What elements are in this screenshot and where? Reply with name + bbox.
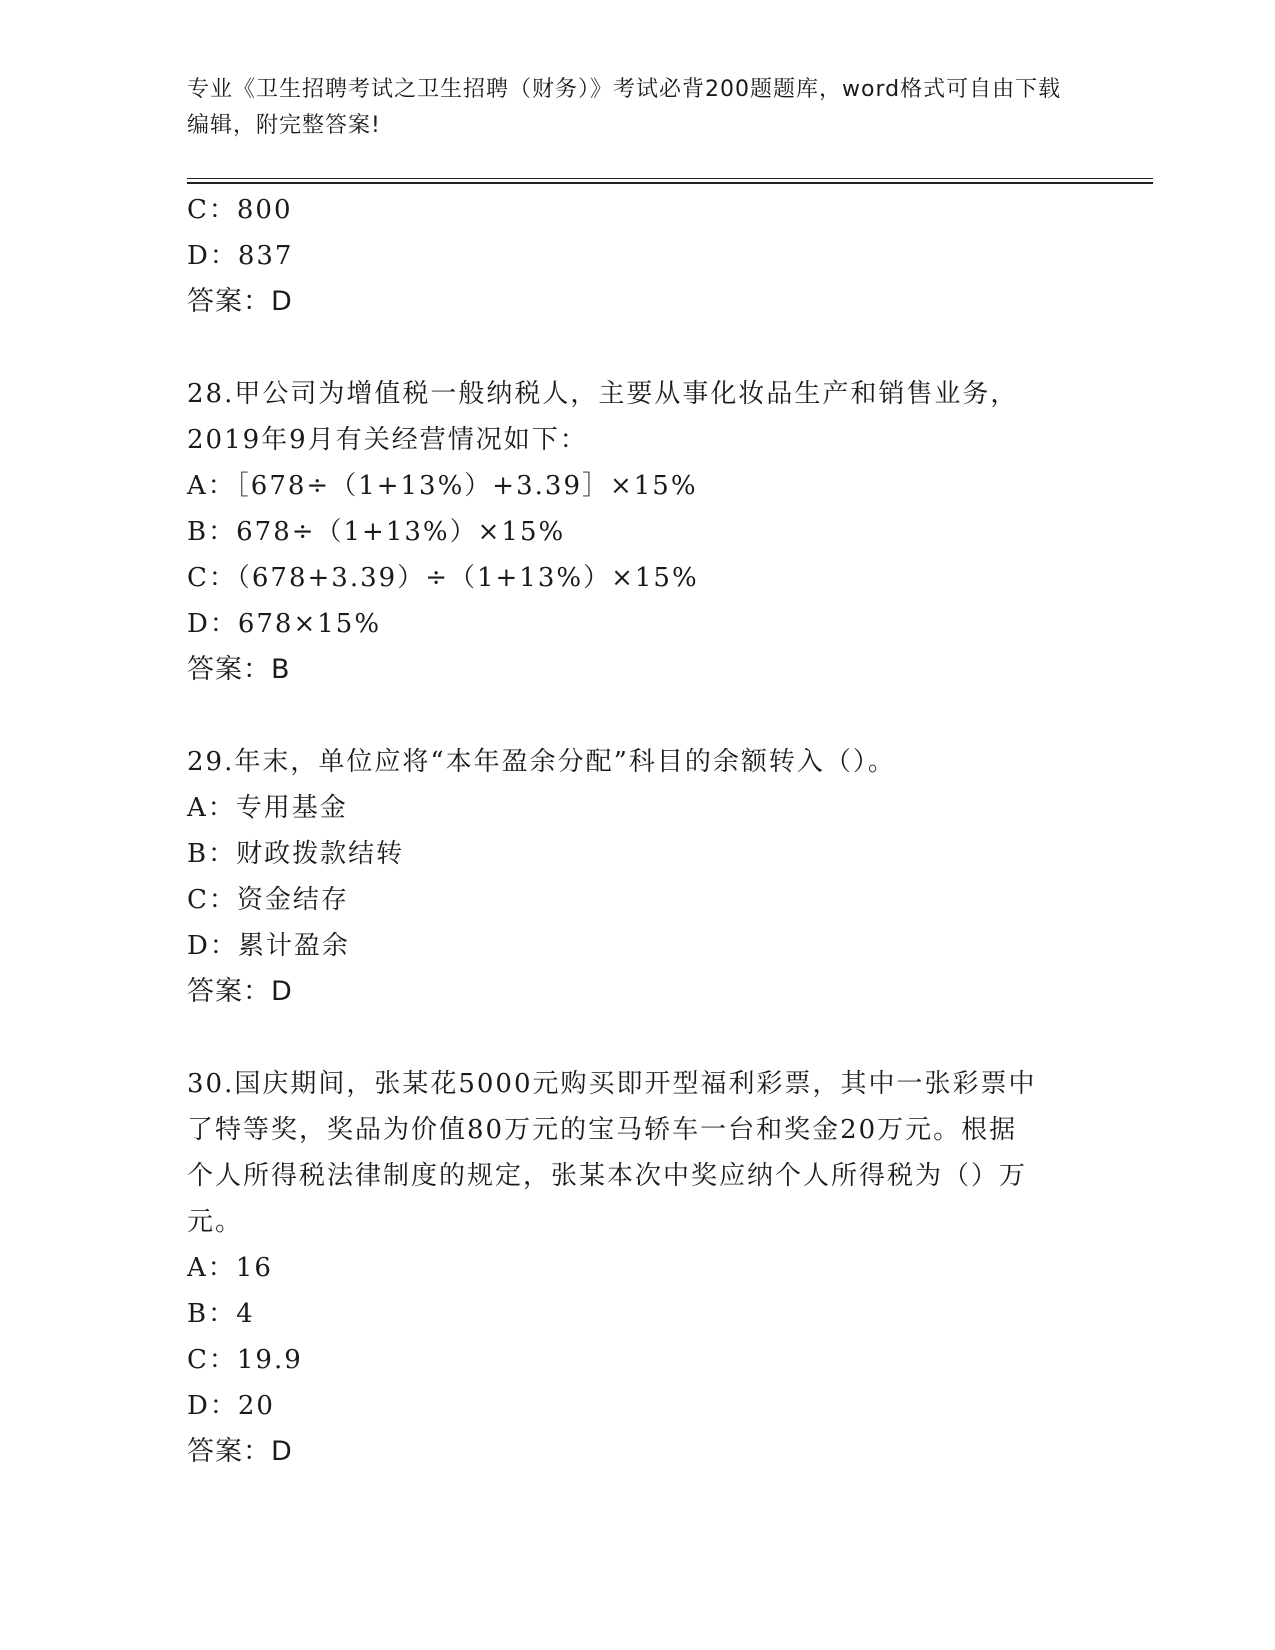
option-a: A：16: [187, 1253, 273, 1283]
question-stem-line: 28.甲公司为增值税一般纳税人，主要从事化妆品生产和销售业务，: [187, 379, 1019, 409]
option-c: C：（678+3.39）÷（1+13%）×15%: [187, 563, 699, 593]
option-c: C：800: [187, 195, 293, 225]
question-stem-line: 2019年9月有关经营情况如下：: [187, 425, 588, 455]
question-stem-line: 30.国庆期间，张某花5000元购买即开型福利彩票，其中一张彩票中: [187, 1069, 1037, 1099]
option-b: B：4: [187, 1299, 255, 1329]
page-header: [187, 72, 1067, 144]
option-d: D：20: [187, 1391, 275, 1421]
question-stem-line: 元。: [187, 1207, 244, 1237]
question-content: [187, 187, 1067, 1475]
continued-question: [187, 187, 1067, 325]
question-29: [187, 739, 1067, 1015]
option-c: C：资金结存: [187, 885, 349, 915]
option-d: D：837: [187, 241, 294, 271]
header-divider-thin: [187, 178, 1153, 179]
option-c: C：19.9: [187, 1345, 303, 1375]
document-title: 专业《卫生招聘考试之卫生招聘（财务）》考试必背200题题库，word格式可自由下载编辑，附完整答案!: [187, 77, 1062, 138]
question-stem-line: 了特等奖，奖品为价值80万元的宝马轿车一台和奖金20万元。根据: [187, 1115, 1018, 1145]
header-divider-thick: [187, 182, 1153, 184]
question-30: [187, 1061, 1067, 1475]
answer-line: 答案：D: [187, 286, 293, 317]
option-b: B：678÷（1+13%）×15%: [187, 517, 566, 547]
question-stem-line: 29.年末，单位应将“本年盈余分配”科目的余额转入（）。: [187, 747, 896, 777]
option-a: A：专用基金: [187, 793, 348, 823]
option-d: D：累计盈余: [187, 931, 350, 961]
question-stem-line: 个人所得税法律制度的规定，张某本次中奖应纳个人所得税为（）万: [187, 1161, 1028, 1191]
question-28: [187, 371, 1067, 693]
answer-line: 答案：D: [187, 1436, 293, 1467]
answer-line: 答案：D: [187, 976, 293, 1007]
option-b: B：财政拨款结转: [187, 839, 405, 869]
option-a: A：［678÷（1+13%）+3.39］×15%: [187, 471, 698, 501]
answer-line: 答案：B: [187, 654, 291, 685]
option-d: D：678×15%: [187, 609, 382, 639]
